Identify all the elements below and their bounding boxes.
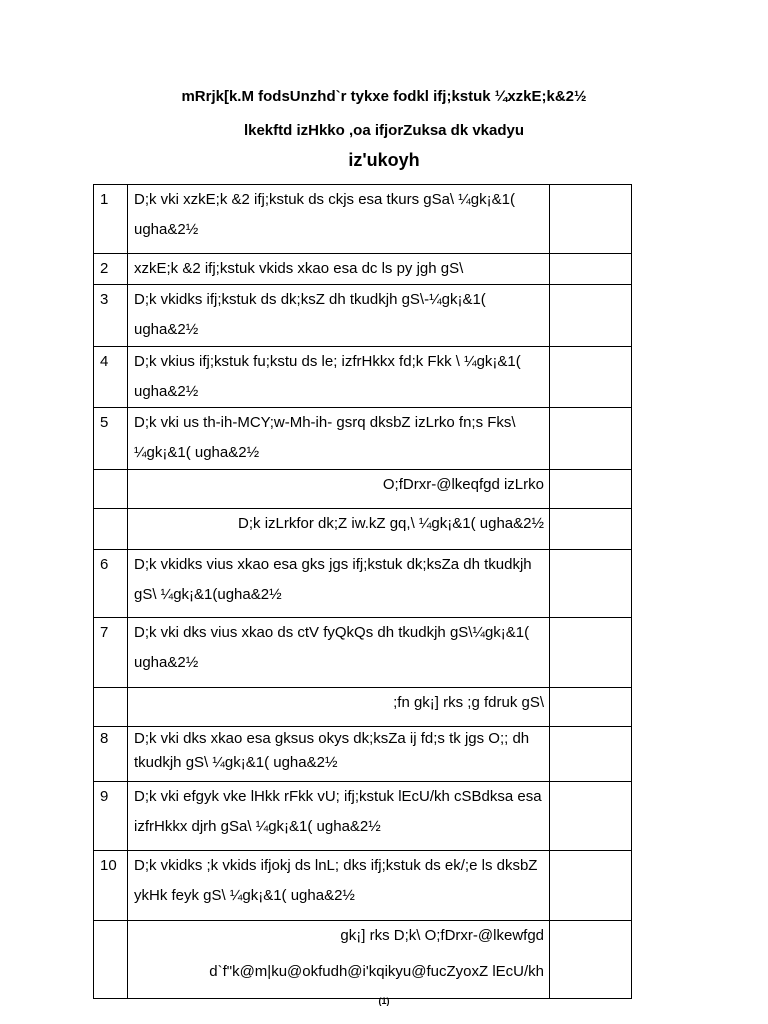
header-title: mRrjk[k.M fodsUnzhd`r tykxe fodkl ifj;kstuk ¼xzkE;k&2½ [181, 88, 587, 105]
answer-cell [550, 618, 632, 688]
row-number: 6 [94, 550, 128, 618]
row-number: 5 [94, 408, 128, 470]
answer-cell [550, 470, 632, 509]
row-number: 8 [94, 727, 128, 782]
table-row [94, 254, 632, 285]
row-number [94, 509, 128, 550]
answer-cell [550, 851, 632, 921]
questionnaire-table [93, 184, 632, 999]
question-text: D;k izLrkfor dk;Z iw.kZ gq,\ ¼gk¡&1( ugha&2½ [128, 509, 550, 550]
table-row [94, 727, 632, 782]
question-text: D;k vki dks xkao esa gksus okys dk;ksZa ij fd;s tk jgs O;; dh tkudkjh gS\ ¼gk¡&1( ugha&2½ [128, 727, 550, 782]
row-number [94, 470, 128, 509]
question-text: gk¡] rks D;k\ O;fDrxr-@lkewfgd [340, 927, 544, 944]
question-text: D;k vkidks ifj;kstuk ds dk;ksZ dh tkudkjh gS\-¼gk¡&1( ugha&2½ [128, 285, 550, 347]
question-text: O;fDrxr-@lkeqfgd izLrko [128, 470, 550, 509]
row-number: 7 [94, 618, 128, 688]
row-number [94, 921, 128, 999]
answer-cell [550, 509, 632, 550]
row-number: 4 [94, 347, 128, 408]
question-text: D;k vki dks vius xkao ds ctV fyQkQs dh tkudkjh gS\¼gk¡&1( ugha&2½ [128, 618, 550, 688]
question-text-continued: d`f"k@m|ku@okfudh@i'kqikyu@fucZyoxZ lEcU/kh [209, 963, 544, 980]
question-text: D;k vki efgyk vke lHkk rFkk vU; ifj;kstuk lEcU/kh cSBdksa esa izfrHkkx djrh gSa\ ¼gk¡&1( ugha&2½ [128, 782, 550, 851]
page-number: (1) [378, 996, 390, 1006]
row-number: 3 [94, 285, 128, 347]
row-number: 9 [94, 782, 128, 851]
question-text: D;k vki xzkE;k &2 ifj;kstuk ds ckjs esa tkurs gSa\ ¼gk¡&1( ugha&2½ [128, 185, 550, 254]
table-row [94, 470, 632, 509]
table-row [94, 285, 632, 347]
table-row [94, 347, 632, 408]
table-row [94, 185, 632, 254]
row-number: 10 [94, 851, 128, 921]
question-text: D;k vkidks ;k vkids ifjokj ds lnL; dks ifj;kstuk ds ek/;e ls dksbZ ykHk feyk gS\ ¼gk¡&1( ugha&2½ [128, 851, 550, 921]
row-number [94, 688, 128, 727]
table-row [94, 408, 632, 470]
answer-cell [550, 921, 632, 999]
table-row [94, 921, 632, 999]
table-row [94, 688, 632, 727]
answer-cell [550, 727, 632, 782]
answer-cell [550, 347, 632, 408]
question-text: D;k vkidks vius xkao esa gks jgs ifj;kstuk dk;ksZa dh tkudkjh gS\ ¼gk¡&1(ugha&2½ [128, 550, 550, 618]
question-text: ;fn gk¡] rks ;g fdruk gS\ [128, 688, 550, 727]
answer-cell [550, 254, 632, 285]
answer-cell [550, 185, 632, 254]
row-number: 1 [94, 185, 128, 254]
table-row [94, 550, 632, 618]
table-row [94, 509, 632, 550]
question-text-group [128, 921, 550, 999]
answer-cell [550, 688, 632, 727]
answer-cell [550, 550, 632, 618]
table-row [94, 851, 632, 921]
table-row [94, 618, 632, 688]
table-row [94, 782, 632, 851]
answer-cell [550, 408, 632, 470]
question-text: D;k vkius ifj;kstuk fu;kstu ds le; izfrHkkx fd;k Fkk \ ¼gk¡&1( ugha&2½ [128, 347, 550, 408]
header-subtitle: lkekftd izHkko ,oa ifjorZuksa dk vkadyu [243, 122, 525, 139]
question-text: D;k vki us th-ih-MCY;w-Mh-ih- gsrq dksbZ izLrko fn;s Fks\ ¼gk¡&1( ugha&2½ [128, 408, 550, 470]
answer-cell [550, 285, 632, 347]
answer-cell [550, 782, 632, 851]
row-number: 2 [94, 254, 128, 285]
header-heading: iz'ukoyh [348, 150, 420, 170]
question-text: xzkE;k &2 ifj;kstuk vkids xkao esa dc ls py jgh gS\ [128, 254, 550, 285]
